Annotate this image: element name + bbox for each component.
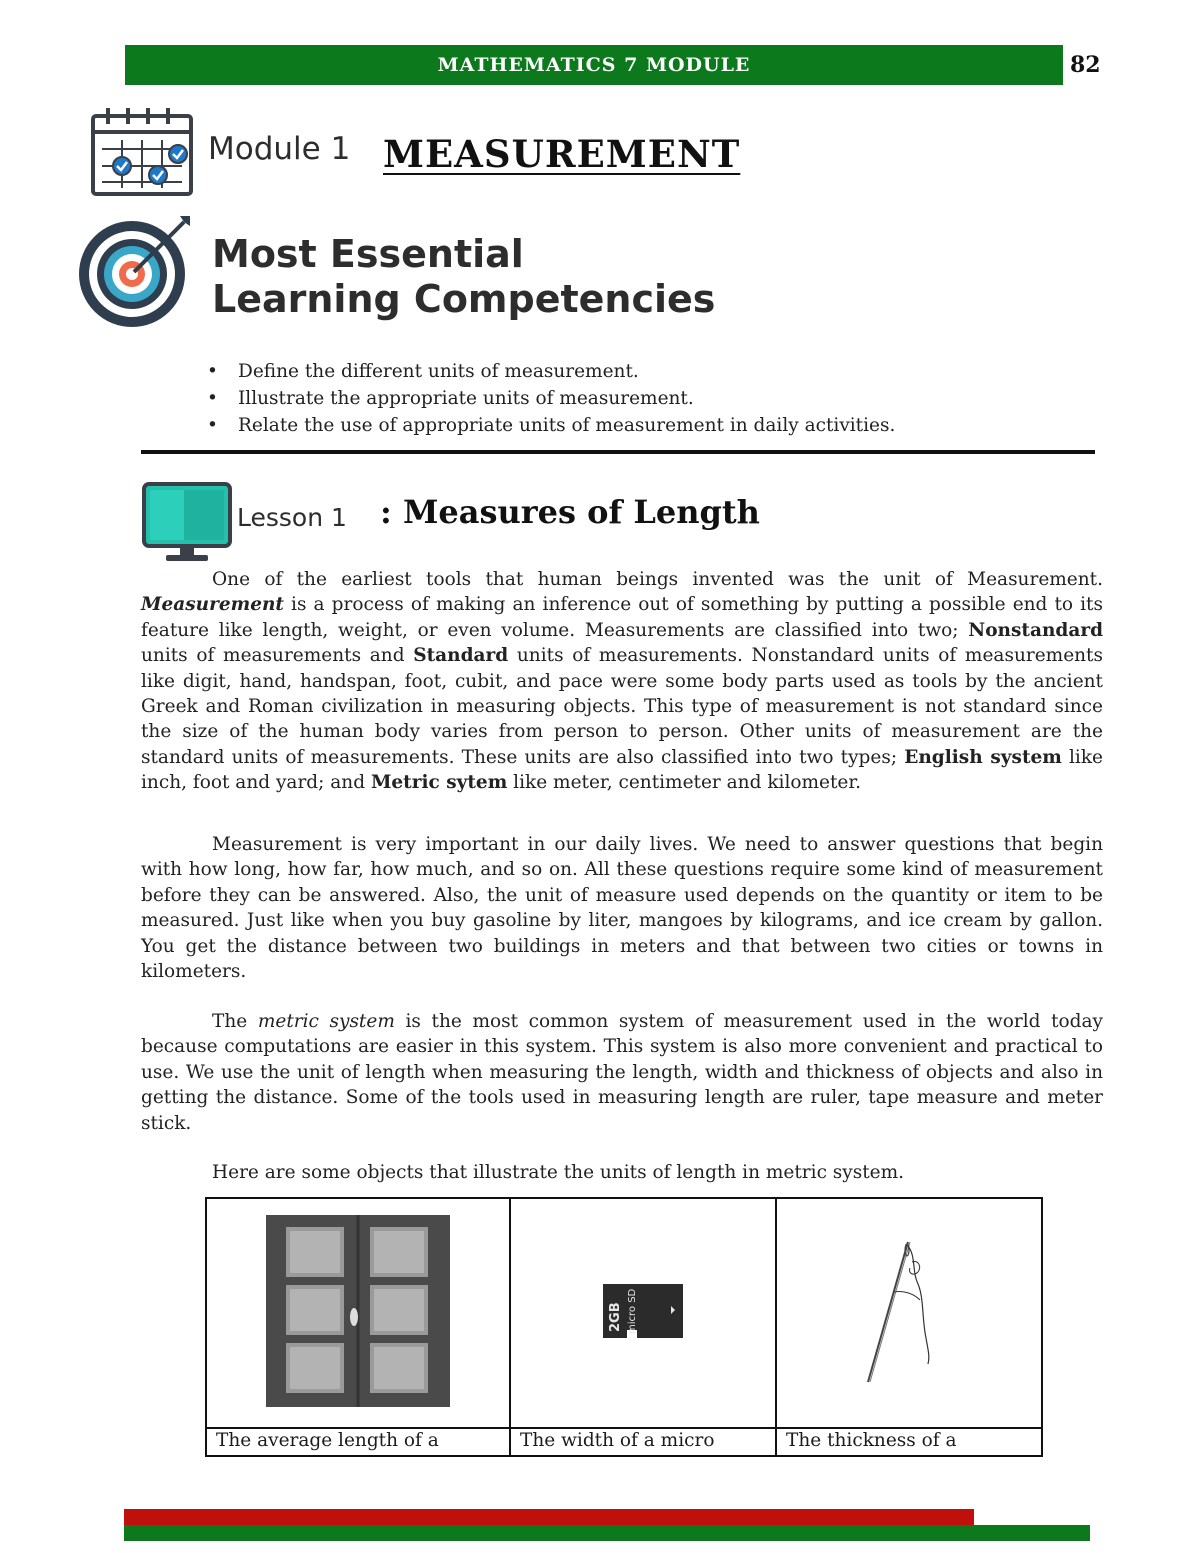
door-cell — [206, 1198, 510, 1428]
sentence: is a process of making an inference out of something by putting a possible end to its feature like length, weight, or even volume. Measurements are classified into two; — [141, 594, 1103, 641]
sentence: like meter, centimeter and kilometer. — [507, 772, 862, 794]
footer-bar-red — [124, 1509, 974, 1525]
competencies-list — [207, 358, 895, 439]
paragraph-intro — [141, 567, 1103, 796]
module-title: MEASUREMENT — [383, 132, 741, 176]
term-standard: Standard — [413, 645, 509, 667]
list-item: • Illustrate the appropriate units of measurement. — [207, 385, 895, 412]
micro-sd-cell — [510, 1198, 776, 1428]
lesson-title: : Measures of Length — [380, 493, 760, 531]
header-banner — [125, 45, 1063, 85]
caption-needle: The thickness of a — [776, 1428, 1042, 1456]
calendar-icon — [88, 104, 196, 198]
section-divider — [141, 450, 1095, 454]
sentence: Measurement is very important in our daily lives. We need to answer questions that begin with how long, how far, how much, and so on. All these questions require some kind of measurement before they can be answered. Also, the unit of measure used depends on the quantity or item to be measured. Just like when you buy gasoline by liter, mangoes by kilograms, and ice cream by gallon. You get the distance between two buildings in meters and that between two cities or towns in kilometers. — [141, 834, 1103, 983]
term-english-system: English system — [904, 746, 1062, 768]
lesson-label: Lesson 1 — [237, 503, 347, 532]
term-metric-system-italic: metric system — [257, 1011, 395, 1032]
micro-sd-card-image — [599, 1280, 687, 1342]
needle-cell — [776, 1198, 1042, 1428]
sentence: units of measurements. Nonstandard units of measurements like digit, hand, handspan, foot, cubit, and pace were some body parts used as tools by the ancient Greek and Roman civilization in measuring objects. This type of measurement is not standard since the size of the human body varies from person to person. Other units of measurement are the standard units of measurements. These units are also classified into two types; — [141, 645, 1103, 768]
melc-title-line1: Most Essential — [212, 232, 524, 276]
monitor-icon — [140, 480, 236, 566]
melc-heading — [212, 232, 715, 322]
sentence: One of the earliest tools that human beings invented was the unit of Measurement. — [212, 569, 1103, 590]
sentence: The — [212, 1011, 258, 1032]
target-icon — [76, 212, 194, 330]
caption-door: The average length of a — [206, 1428, 510, 1456]
sd-brand: micro SD — [627, 1288, 638, 1334]
sentence: like inch, foot and yard; and — [141, 746, 1103, 794]
caption-micro-sd: The width of a micro — [510, 1428, 776, 1456]
melc-title-line2: Learning Competencies — [212, 277, 716, 321]
sentence: is the most common system of measurement used in the world today because computations are easier in this system. This system is also more convenient and practical to use. We use the unit of length when measuring the length, width and thickness of objects and also in getting the distance. Some of the tools used in measuring length are ruler, tape measure and meter stick. — [141, 1011, 1103, 1134]
module-label: Module 1 — [208, 131, 351, 167]
module-name: MATHEMATICS 7 MODULE — [437, 54, 751, 76]
footer-bar-green — [124, 1525, 1090, 1541]
paragraph-importance — [141, 832, 1103, 984]
paragraph-objects-intro — [141, 1160, 1103, 1185]
page-number: 82 — [1070, 52, 1101, 78]
term-measurement: Measurement — [141, 594, 284, 616]
term-metric-system: Metric sytem — [370, 772, 508, 794]
sentence: Here are some objects that illustrate the units of length in metric system. — [212, 1162, 905, 1183]
list-item: • Relate the use of appropriate units of measurement in daily activities. — [207, 412, 895, 439]
term-nonstandard: Nonstandard — [968, 619, 1103, 641]
door-image — [266, 1215, 450, 1407]
paragraph-metric-system — [141, 1009, 1103, 1136]
objects-table — [205, 1197, 1043, 1457]
sd-capacity: 2GB — [608, 1302, 623, 1332]
sentence: units of measurements and — [141, 645, 414, 667]
needle-thread-image — [864, 1236, 954, 1386]
list-item: • Define the different units of measurement. — [207, 358, 895, 385]
